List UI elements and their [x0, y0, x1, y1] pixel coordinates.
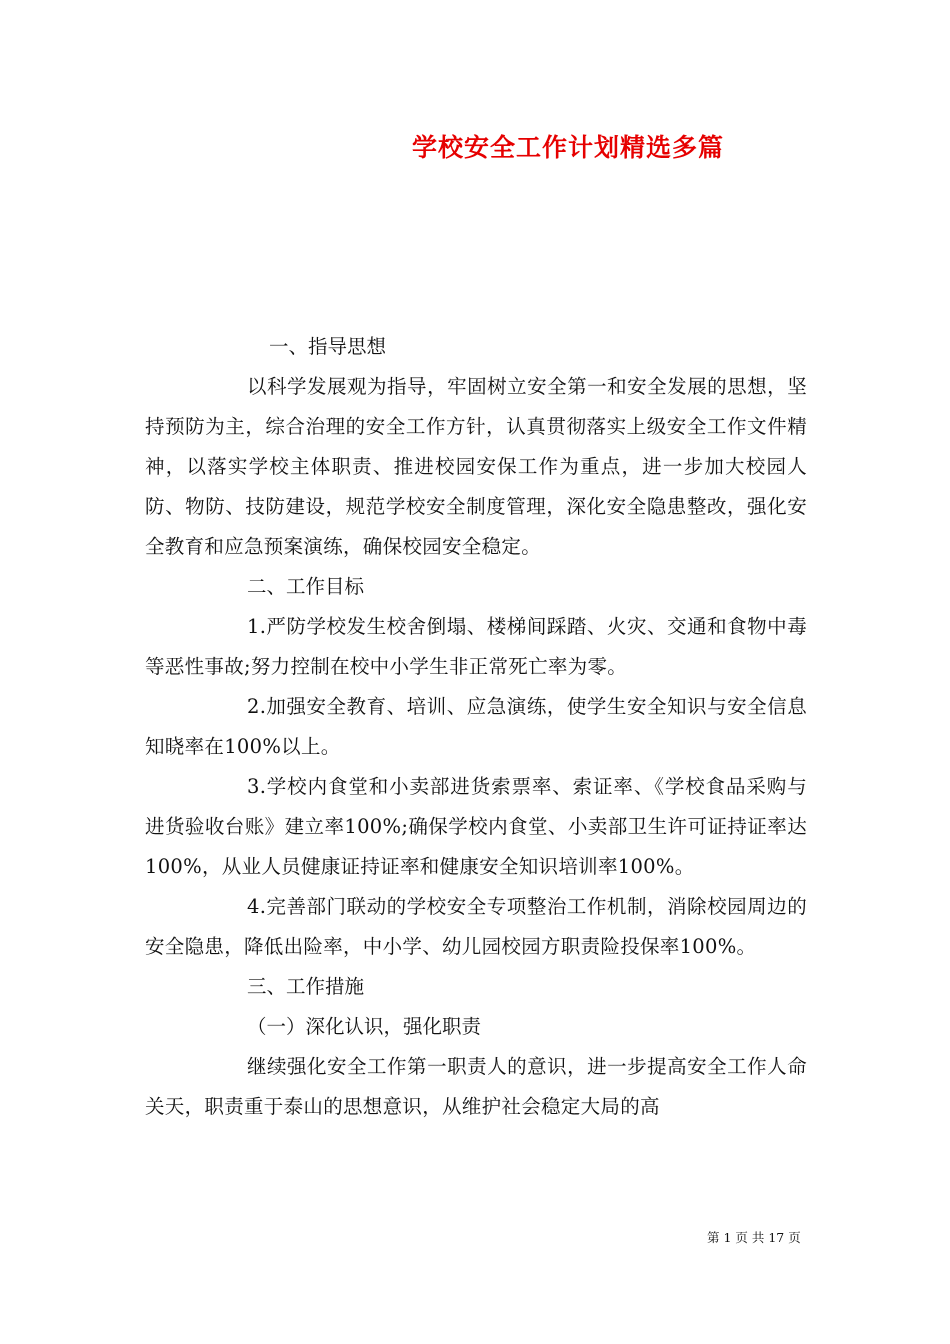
paragraph: 以科学发展观为指导，牢固树立安全第一和安全发展的思想，坚持预防为主，综合治理的安全工作方针，认真贯彻落实上级安全工作文件精神，以落实学校主体职责、推进校园安保工作为重点，进一步加大校园人防、物防、技防建设，规范学校安全制度管理，深化安全隐患整改，强化安全教育和应急预案演练，确保校园安全稳定。: [145, 375, 807, 558]
document-body: [145, 327, 807, 1127]
subsection-heading: （一）深化认识，强化职责: [247, 1015, 482, 1038]
page-number-footer: 第 1 页 共 17 页: [707, 1230, 801, 1245]
paragraph: 2.加强安全教育、培训、应急演练，使学生安全知识与安全信息知晓率在100%以上。: [145, 695, 807, 758]
section-heading: 三、工作措施: [247, 975, 365, 998]
paragraph: 3.学校内食堂和小卖部进货索票率、索证率、《学校食品采购与进货验收台账》建立率100%;确保学校内食堂、小卖部卫生许可证持证率达100%，从业人员健康证持证率和健康安全知识培训率100%。: [145, 775, 807, 878]
paragraph: 4.完善部门联动的学校安全专项整治工作机制，消除校园周边的安全隐患，降低出险率，中小学、幼儿园校园方职责险投保率100%。: [145, 895, 807, 958]
section-heading: 二、工作目标: [247, 575, 365, 598]
document-title: 学校安全工作计划精选多篇: [412, 133, 725, 162]
paragraph: 1.严防学校发生校舍倒塌、楼梯间踩踏、火灾、交通和食物中毒等恶性事故;努力控制在校中小学生非正常死亡率为零。: [145, 615, 807, 678]
section-heading: 一、指导思想: [269, 335, 387, 358]
paragraph: 继续强化安全工作第一职责人的意识，进一步提高安全工作人命关天，职责重于泰山的思想意识，从维护社会稳定大局的高: [145, 1055, 807, 1118]
